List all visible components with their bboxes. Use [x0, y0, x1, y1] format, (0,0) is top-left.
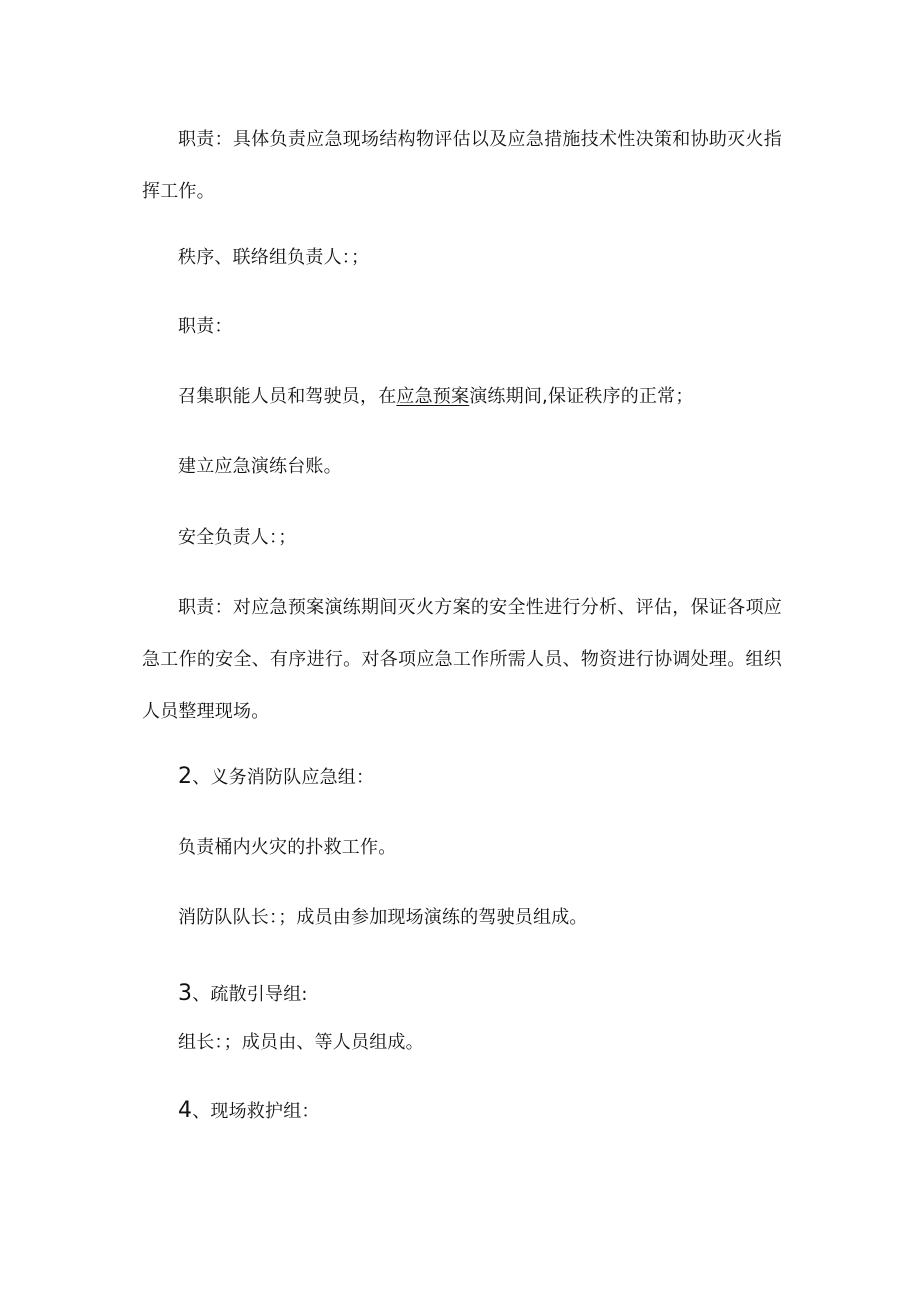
paragraph-fire-captain: 消防队队长：；成员由参加现场演练的驾驶员组成。: [178, 907, 588, 928]
emergency-plan-link[interactable]: 应急预案: [396, 386, 470, 407]
heading-onsite-rescue: [178, 1097, 778, 1126]
paragraph-drill-ledger: 建立应急演练台账。: [178, 456, 342, 477]
paragraph-responsibility-label: 职责：: [178, 316, 233, 337]
paragraph-group-leader: 组长：；成员由、等人员组成。: [178, 1032, 424, 1053]
paragraph-order-liaison-leader: 秩序、联络组负责人：；: [178, 247, 370, 268]
convene-text-before: 召集职能人员和驾驶员，在: [178, 386, 397, 407]
heading-text: 、疏散引导组:: [192, 984, 308, 1005]
paragraph-responsibility-structure: 职责：具体负责应急现场结构物评估以及应急措施技术性决策和协助灭火指挥工作。: [142, 129, 782, 202]
heading-text: 、现场救护组：: [192, 1101, 320, 1122]
heading-evacuation-guide: [178, 980, 778, 1009]
heading-number: 3: [178, 981, 193, 1006]
paragraph-safety-leader: 安全负责人：；: [178, 527, 297, 548]
heading-volunteer-fire-team: [178, 763, 778, 792]
convene-text-after: 演练期间,保证秩序的正常；: [469, 386, 694, 407]
paragraph-convene-staff: [178, 383, 778, 411]
heading-number: 4: [178, 1098, 193, 1123]
heading-text: 、义务消防队应急组：: [192, 767, 375, 788]
paragraph-fire-fighting: 负责桶内火灾的扑救工作。: [178, 837, 397, 858]
paragraph-safety-responsibility: 职责：对应急预案演练期间灭火方案的安全性进行分析、评估，保证各项应急工作的安全、有序进行。对各项应急工作所需人员、物资进行协调处理。组织人员整理现场。: [142, 597, 782, 722]
heading-number: 2: [178, 764, 193, 789]
